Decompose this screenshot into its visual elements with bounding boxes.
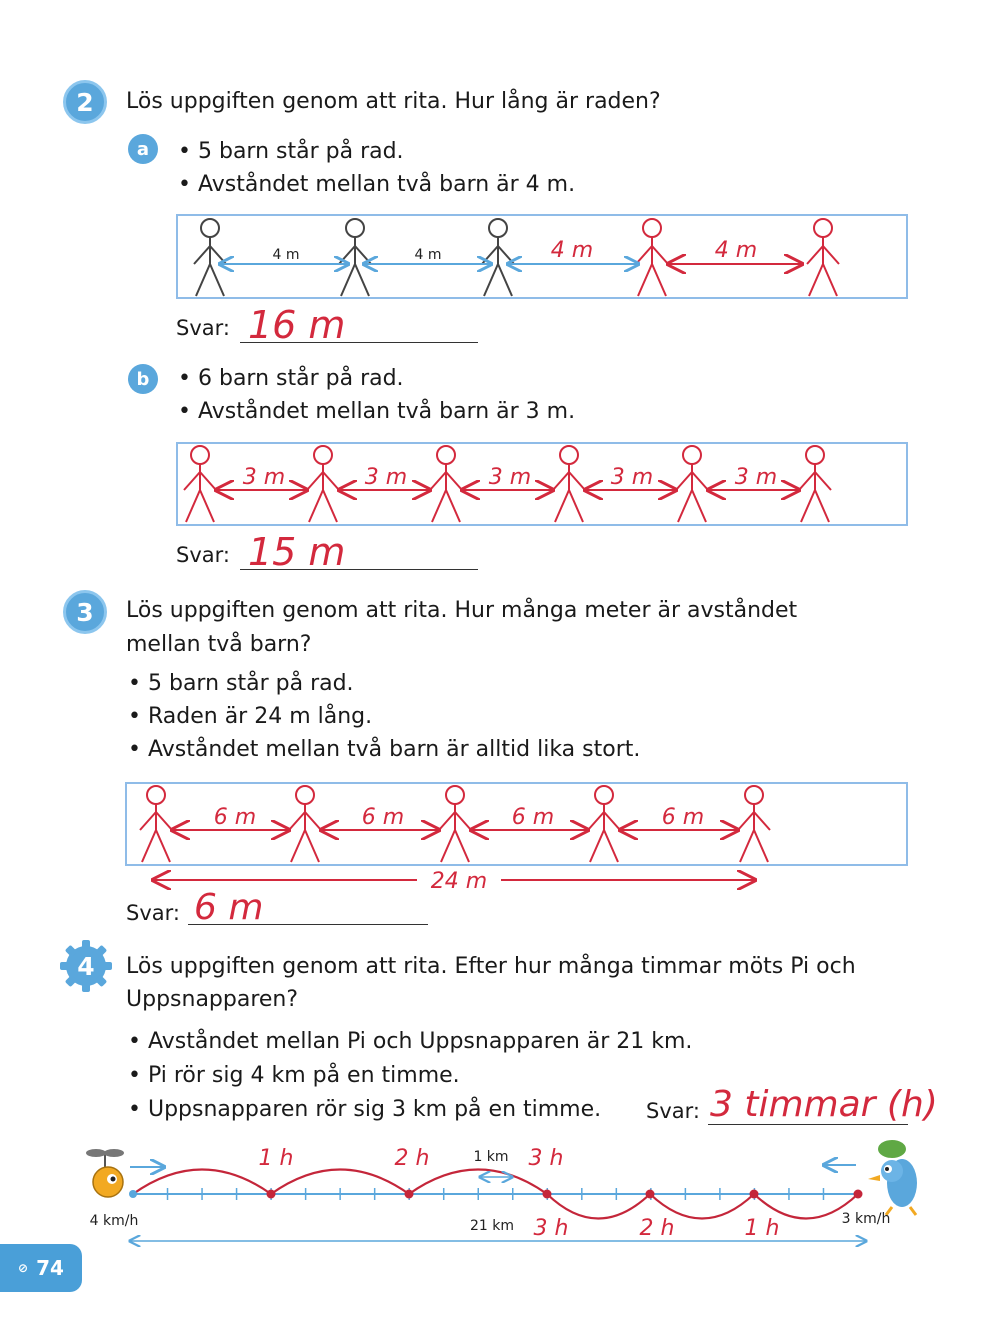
question-4-gear-badge [58, 938, 114, 994]
q2b-drawing [176, 442, 908, 526]
q2a-bullet-1: • 5 barn står på rad. [178, 139, 404, 164]
gap-label-3: 4 m [550, 238, 594, 263]
question-4-prompt-line-2: Uppsnapparen? [126, 987, 299, 1012]
q3-bullet-1: • 5 barn står på rad. [128, 671, 354, 696]
q4-number-line [80, 1135, 930, 1250]
child-figure-b2 [307, 446, 339, 522]
q2b-bullet-2: • Avståndet mellan två barn är 3 m. [178, 399, 576, 424]
page-number: ⊘ 74 [0, 1244, 82, 1292]
left-speed: 4 km/h [89, 1213, 139, 1229]
top-hour-1: 1 h [258, 1146, 294, 1171]
q2a-svar-label: Svar: [176, 316, 230, 340]
total-label: 24 m [430, 869, 488, 894]
q3-svar-label: Svar: [126, 901, 180, 925]
q2a-answer: 16 m [248, 303, 346, 347]
q3-bullet-3: • Avståndet mellan två barn är alltid lika stort. [128, 737, 641, 762]
question-3-prompt-line-1: Lös uppgiften genom att rita. Hur många meter är avståndet [126, 598, 798, 623]
q2b-bullet-1: • 6 barn står på rad. [178, 366, 404, 391]
hop-up-2 [650, 1194, 754, 1219]
question-4-number: 4 [77, 952, 95, 981]
gap-label-1: 4 m [272, 247, 300, 263]
child-figure-c1 [140, 786, 172, 862]
page-icon: ⊘ [18, 1261, 29, 1275]
gap-label-b4: 3 m [610, 465, 654, 490]
q3-bullet-2: • Raden är 24 m lång. [128, 704, 373, 729]
q4-answer: 3 timmar (h) [710, 1084, 938, 1125]
q4-svar-label: Svar: [646, 1099, 700, 1123]
q2a-bullet-2: • Avståndet mellan två barn är 4 m. [178, 172, 576, 197]
q2a-drawing [176, 214, 908, 299]
subquestion-b-badge: b [128, 364, 158, 394]
child-figure-b6 [799, 446, 831, 522]
gap-label-4: 4 m [714, 238, 758, 263]
child-figure-b5 [676, 446, 708, 522]
child-figure-b1 [184, 446, 216, 522]
q4-bullet-3: • Uppsnapparen rör sig 3 km på en timme. [128, 1097, 602, 1122]
child-figure-c2 [289, 786, 321, 862]
subquestion-a-badge: a [128, 134, 158, 164]
child-figure-b4 [553, 446, 585, 522]
child-figure-b3 [430, 446, 462, 522]
question-4-prompt-line-1: Lös uppgiften genom att rita. Efter hur många timmar möts Pi och [126, 954, 856, 979]
bottom-hour-2: 2 h [639, 1216, 675, 1241]
q4-bullet-1: • Avståndet mellan Pi och Uppsnapparen är 21 km. [128, 1029, 693, 1054]
child-figure-c3 [439, 786, 471, 862]
child-figure-3 [482, 219, 514, 296]
child-figure-5 [807, 219, 839, 296]
q4-bullet-2: • Pi rör sig 4 km på en timme. [128, 1063, 460, 1088]
gap-label-c4: 6 m [661, 805, 705, 830]
q3-answer: 6 m [194, 887, 264, 928]
gap-label-2: 4 m [414, 247, 442, 263]
right-speed: 3 km/h [841, 1211, 891, 1227]
child-figure-4 [636, 219, 668, 296]
q3-drawing [125, 782, 908, 902]
child-figure-2 [339, 219, 371, 296]
uppsnapparen-character-icon [868, 1140, 917, 1215]
q2b-answer: 15 m [248, 530, 346, 574]
child-figure-1 [194, 219, 226, 296]
one-km-label: 1 km [473, 1149, 509, 1165]
gap-label-c2: 6 m [361, 805, 405, 830]
bottom-hour-1: 1 h [744, 1216, 780, 1241]
bottom-hour-3: 3 h [533, 1216, 569, 1241]
gap-label-b5: 3 m [734, 465, 778, 490]
gap-label-b3: 3 m [488, 465, 532, 490]
question-2-badge: 2 [63, 80, 107, 124]
gap-label-c3: 6 m [511, 805, 555, 830]
total-distance: 21 km [469, 1218, 515, 1234]
hop-up-3 [547, 1194, 650, 1219]
pi-character-icon [86, 1149, 124, 1197]
question-3-badge: 3 [63, 590, 107, 634]
gap-label-c1: 6 m [213, 805, 257, 830]
child-figure-c4 [588, 786, 620, 862]
top-hour-2: 2 h [394, 1146, 430, 1171]
child-figure-c5 [738, 786, 770, 862]
question-3-prompt-line-2: mellan två barn? [126, 632, 312, 657]
gap-label-b2: 3 m [364, 465, 408, 490]
q2b-svar-label: Svar: [176, 543, 230, 567]
gap-label-b1: 3 m [242, 465, 286, 490]
top-hour-3: 3 h [528, 1146, 564, 1171]
question-2-prompt: Lös uppgiften genom att rita. Hur lång är raden? [126, 89, 661, 114]
